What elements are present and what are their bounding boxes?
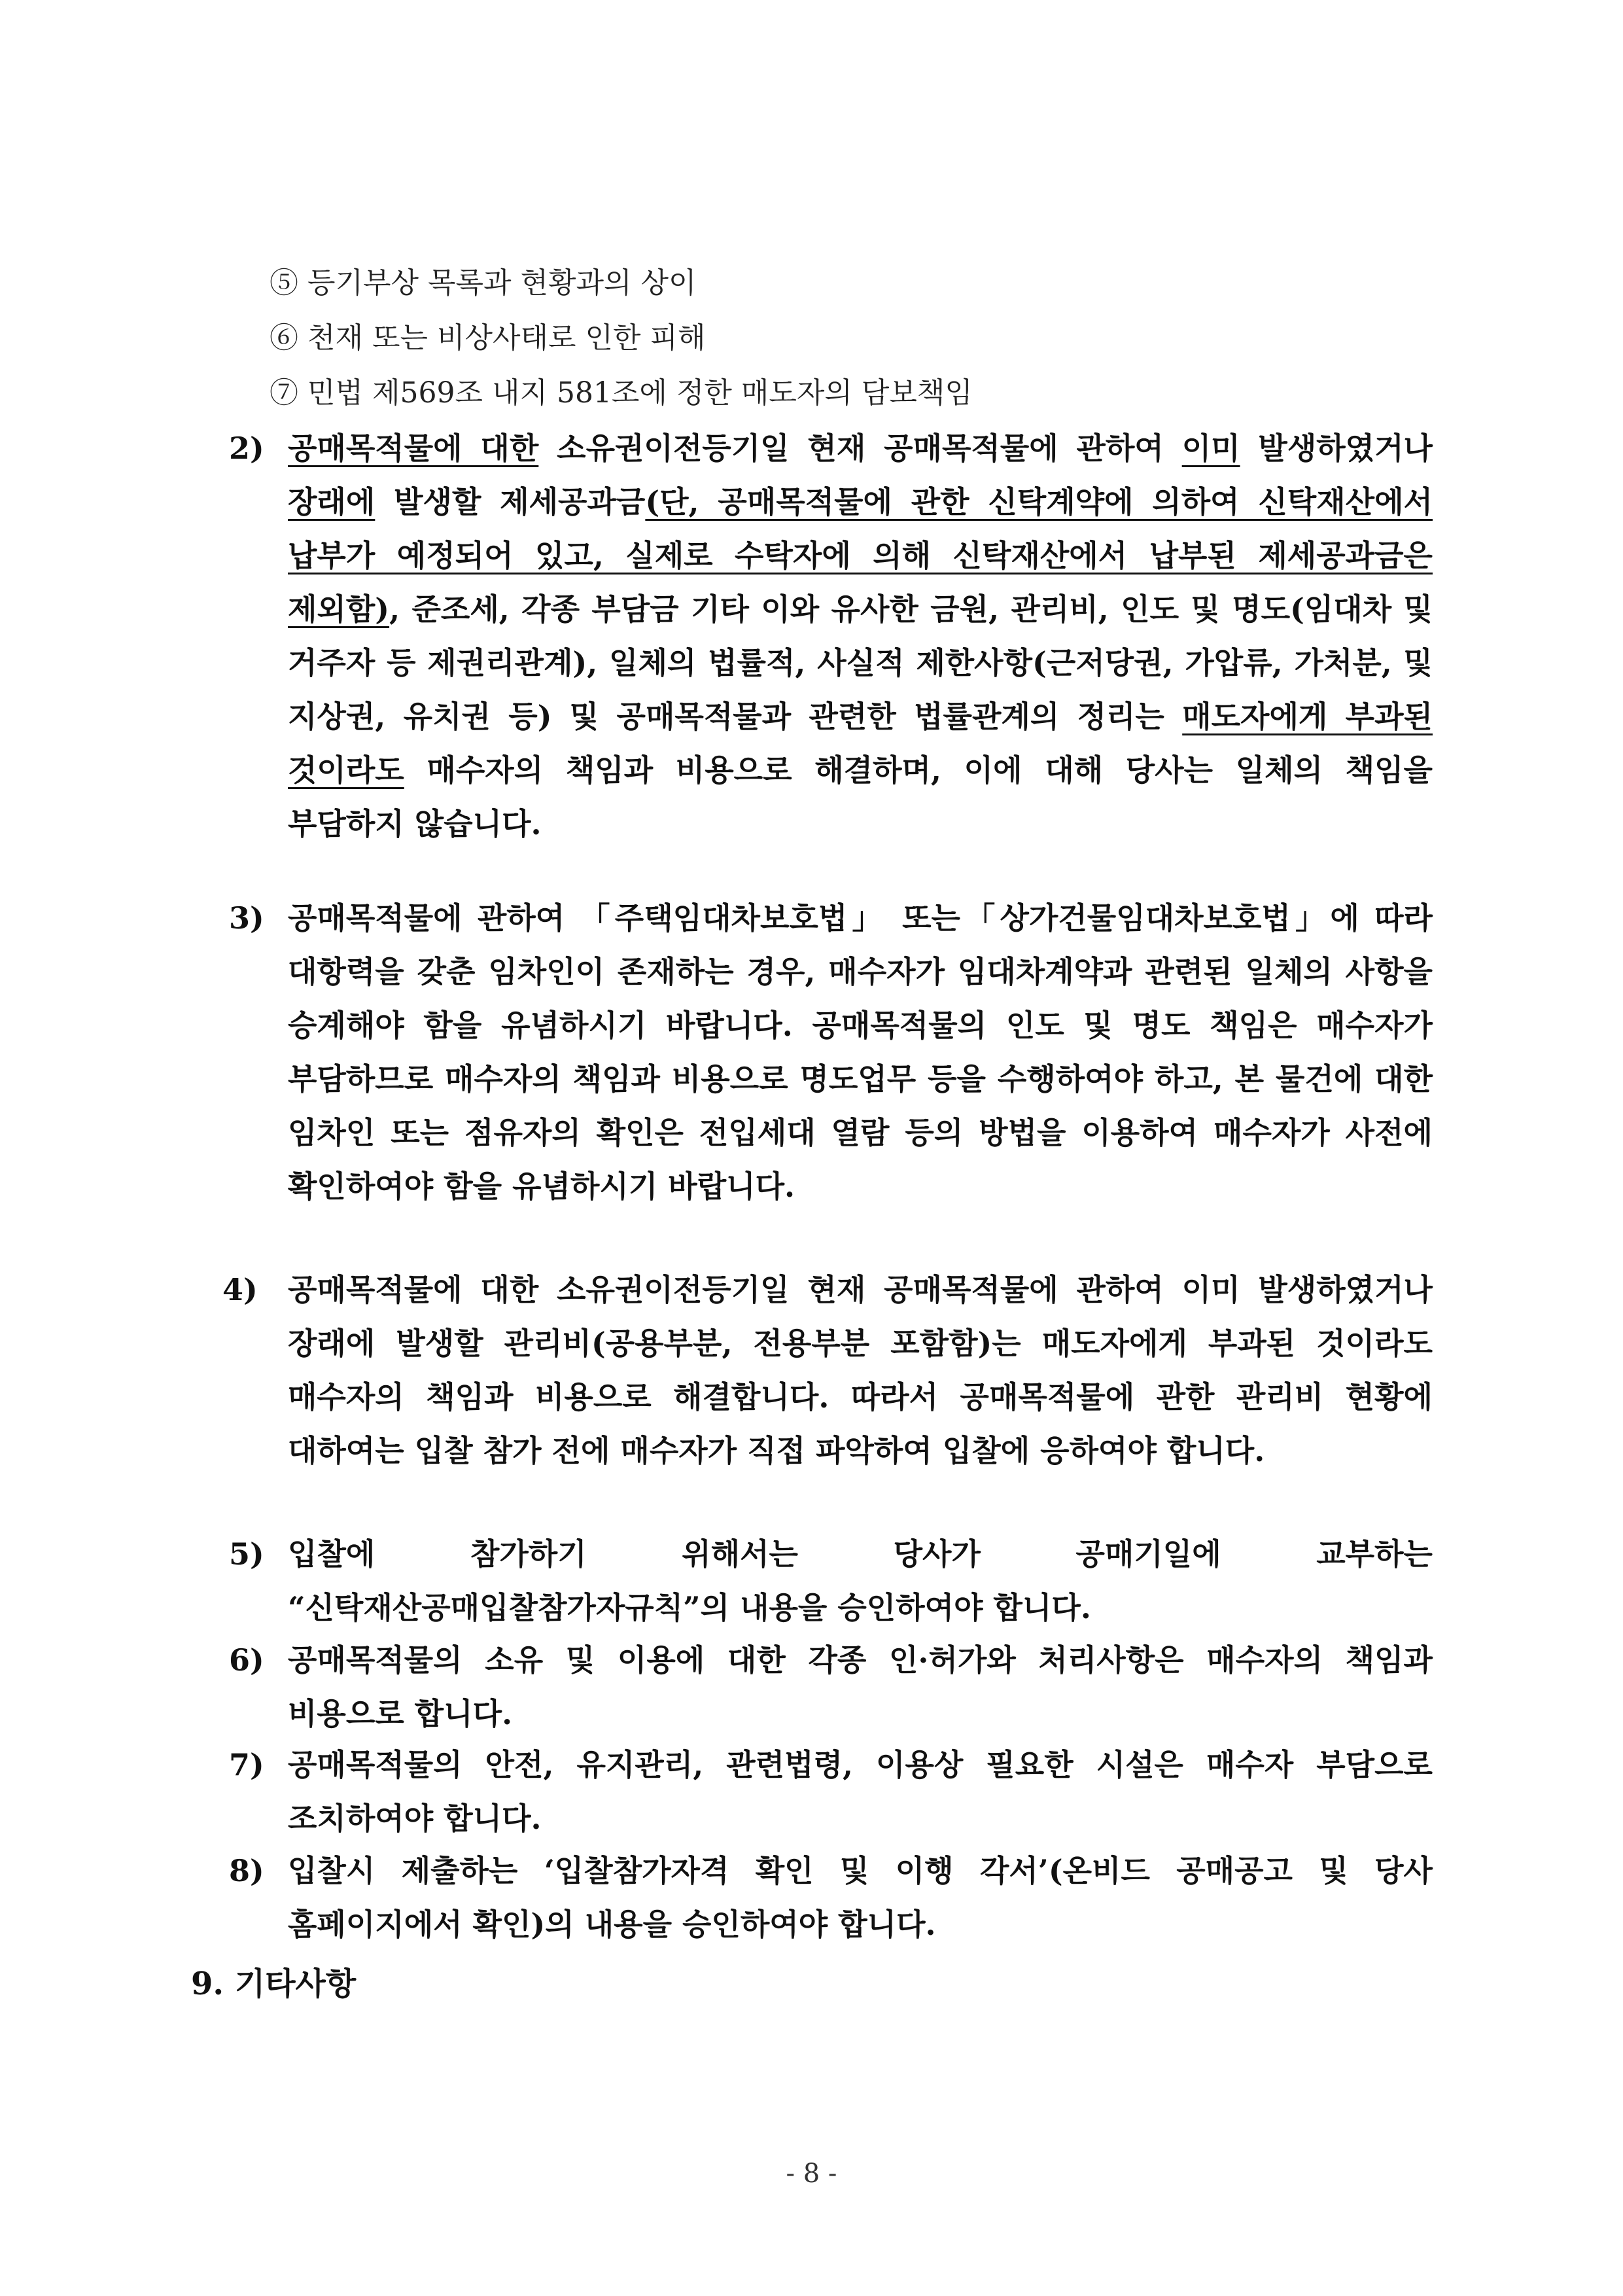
item-6-text: 공매목적물의 소유 및 이용에 대한 각종 인·허가와 처리사항은 매수자의 책임과 비용으로 합니다. bbox=[288, 1642, 1433, 1731]
item-8-text: 입찰시 제출하는 ‘입찰참가자격 확인 및 이행 각서’(온비드 공매공고 및 당사 홈페이지에서 확인)의 내용을 승인하여야 합니다. bbox=[288, 1853, 1433, 1942]
item-2-text-5: 매수자의 책임과 비용으로 해결하며, 이에 대해 당사는 일체의 책임을 부담하지 않습니다. bbox=[288, 752, 1433, 841]
item-5-number: 5) bbox=[229, 1536, 264, 1572]
item-2 bbox=[229, 421, 1433, 851]
item-8 bbox=[229, 1844, 1433, 1951]
subitem-5: ⑤ 등기부상 목록과 현황과의 상이 bbox=[270, 266, 697, 300]
item-4-number: 4) bbox=[222, 1272, 258, 1307]
item-7-number: 7) bbox=[229, 1747, 264, 1782]
item-2-text-1: 소유권이전등기일 현재 공매목적물에 관하여 bbox=[538, 431, 1182, 466]
item-3 bbox=[229, 891, 1433, 1213]
item-2-underline-1: 공매목적물에 대한 bbox=[288, 431, 539, 466]
page-number: - 8 - bbox=[786, 2159, 837, 2189]
item-2-text-2: 발생하였거나 bbox=[1240, 431, 1433, 466]
item-5-text: 입찰에 참가하기 위해서는 당사가 공매기일에 교부하는 “신탁재산공매입찰참가자규칙”의 내용을 승인하여야 합니다. bbox=[288, 1536, 1433, 1625]
item-6-number: 6) bbox=[229, 1642, 264, 1678]
subitem-7: ⑦ 민법 제569조 내지 581조에 정한 매도자의 담보책임 bbox=[270, 376, 973, 410]
item-2-underline-3: 장래에 bbox=[288, 484, 375, 520]
item-6 bbox=[229, 1633, 1433, 1740]
item-4-text: 공매목적물에 대한 소유권이전등기일 현재 공매목적물에 관하여 이미 발생하였거나 장래에 발생할 관리비(공용부분, 전용부분 포함함)는 매도자에게 부과된 것이라도 매수자의 책임과 비용으로 해결합니다. 따라서 공매목적물에 관한 관리비 현황에 대하여는 입찰 참가 전에 매수자가 직접 파악하여 입찰에 응하여야 합니다. bbox=[288, 1272, 1433, 1468]
item-2-text bbox=[288, 421, 1433, 851]
item-2-text-3: 발생할 제세공과금 bbox=[375, 484, 646, 520]
item-2-number: 2) bbox=[229, 431, 264, 466]
item-2-underline-2: 이미 bbox=[1181, 431, 1240, 466]
item-3-number: 3) bbox=[229, 900, 264, 936]
item-8-number: 8) bbox=[229, 1853, 264, 1888]
item-7 bbox=[229, 1738, 1433, 1845]
item-4 bbox=[222, 1263, 1433, 1477]
section-heading: 9. 기타사항 bbox=[191, 1966, 357, 2002]
item-5 bbox=[229, 1527, 1433, 1634]
subitem-6: ⑥ 천재 또는 비상사태로 인한 피해 bbox=[270, 321, 706, 355]
item-7-text: 공매목적물의 안전, 유지관리, 관련법령, 이용상 필요한 시설은 매수자 부담으로 조치하여야 합니다. bbox=[288, 1747, 1433, 1836]
item-3-text: 공매목적물에 관하여 「주택임대차보호법」 또는「상가건물임대차보호법」에 따라 대항력을 갖춘 임차인이 존재하는 경우, 매수자가 임대차계약과 관련된 일체의 사항을 승계해야 함을 유념하시기 바랍니다. 공매목적물의 인도 및 명도 책임은 매수자가 부담하므로 매수자의 책임과 비용으로 명도업무 등을 수행하여야 하고, 본 물건에 대한 임차인 또는 점유자의 확인은 전입세대 열람 등의 방법을 이용하여 매수자가 사전에 확인하여야 함을 유념하시기 바랍니다. bbox=[288, 900, 1433, 1204]
item-2-underline-5: 매도자에게 부과된 것이라도 bbox=[288, 699, 1433, 788]
item-2-underline-4: (단, 공매목적물에 관한 신탁계약에 의하여 신탁재산에서 납부가 예정되어 있고, 실제로 수탁자에 의해 신탁재산에서 납부된 제세공과금은 제외함) bbox=[288, 484, 1433, 627]
item-2-text-4: , 준조세, 각종 부담금 기타 이와 유사한 금원, 관리비, 인도 및 명도(임대차 및 거주자 등 제권리관계), 일체의 법률적, 사실적 제한사항(근저당권, 가압류, 가처분, 및 지상권, 유치권 등) 및 공매목적물과 관련한 법률관계의 정리는 bbox=[288, 592, 1433, 734]
